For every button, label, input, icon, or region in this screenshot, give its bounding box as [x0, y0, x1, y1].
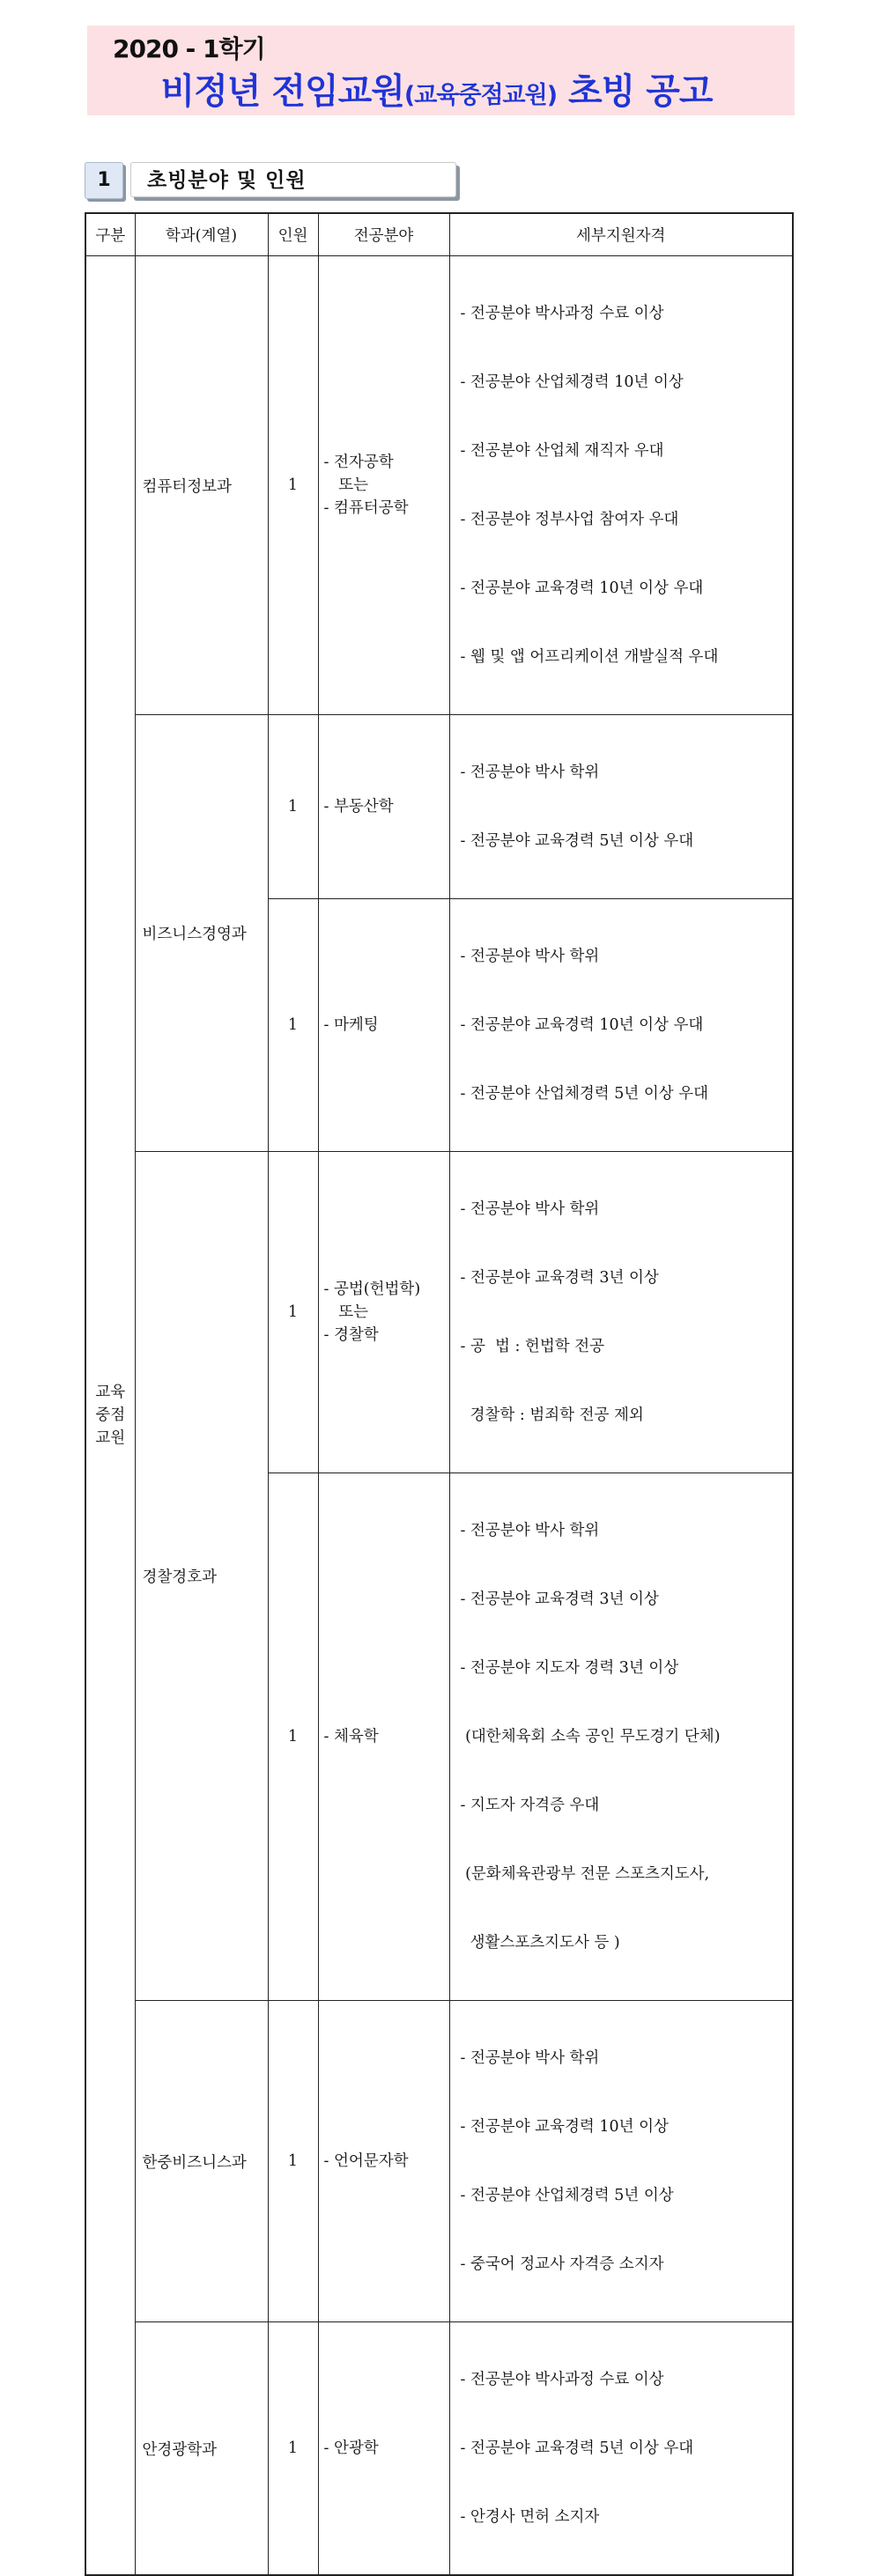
section-title: 초빙분야 및 인원: [130, 162, 456, 197]
table-header-row: [85, 213, 793, 256]
dept-cell: 비즈니스경영과: [135, 715, 268, 1152]
count-cell: 1: [268, 256, 318, 715]
header-dept: 학과(계열): [135, 213, 268, 256]
count-cell: 1: [268, 1152, 318, 1473]
count-cell: 1: [268, 899, 318, 1152]
field-cell: - 전자공학 또는 - 컴퓨터공학: [318, 256, 449, 715]
title-paren: (교육중점교원): [403, 82, 558, 109]
header-count: 인원: [268, 213, 318, 256]
dept-cell: 한중비즈니스과: [135, 2001, 268, 2322]
field-cell: - 언어문자학: [318, 2001, 449, 2322]
count-cell: 1: [268, 2001, 318, 2322]
field-cell: - 체육학: [318, 1473, 449, 2001]
recruitment-table: [85, 212, 794, 2576]
details-cell: - 전공분야 박사 학위 - 전공분야 교육경력 3년 이상 - 전공분야 지도자 경력 3년 이상 (대한체육회 소속 공인 무도경기 단체) - 지도자 자격증 우대 (문화체육관광부 전문 스포츠지도사, 생활스포츠지도사 등 ): [449, 1473, 793, 2001]
category-cell: 교육 중점 교원: [85, 256, 135, 2576]
dept-cell: 컴퓨터정보과: [135, 256, 268, 715]
count-cell: 1: [268, 715, 318, 899]
table-row: [85, 715, 793, 899]
details-cell: - 전공분야 박사 학위 - 전공분야 교육경력 5년 이상 우대: [449, 715, 793, 899]
title-end: 초빙 공고: [568, 71, 713, 112]
details-cell: - 전공분야 박사과정 수료 이상 - 전공분야 산업체경력 10년 이상 - 전공분야 산업체 재직자 우대 - 전공분야 정부사업 참여자 우대 - 전공분야 교육경력 10년 이상 우대 - 웹 및 앱 어프리케이션 개발실적 우대: [449, 256, 793, 715]
semester-label: 2020 - 1학기: [113, 34, 265, 63]
section-number: 1: [85, 162, 123, 199]
page-title: [0, 63, 873, 114]
field-cell: - 안광학: [318, 2322, 449, 2576]
header-field: 전공분야: [318, 213, 449, 256]
field-cell: - 공법(헌법학) 또는 - 경찰학: [318, 1152, 449, 1473]
table-row: [85, 1152, 793, 1473]
dept-cell: 안경광학과: [135, 2322, 268, 2576]
header-details: 세부지원자격: [449, 213, 793, 256]
table-row: [85, 256, 793, 715]
table-row: [85, 2322, 793, 2576]
details-cell: - 전공분야 박사 학위 - 전공분야 교육경력 10년 이상 우대 - 전공분야 산업체경력 5년 이상 우대: [449, 899, 793, 1152]
dept-cell: 경찰경호과: [135, 1152, 268, 2001]
details-cell: - 전공분야 박사과정 수료 이상 - 전공분야 교육경력 5년 이상 우대 - 안경사 면허 소지자: [449, 2322, 793, 2576]
count-cell: 1: [268, 1473, 318, 2001]
details-cell: - 전공분야 박사 학위 - 전공분야 교육경력 3년 이상 - 공 법 : 헌법학 전공 경찰학 : 범죄학 전공 제외: [449, 1152, 793, 1473]
field-cell: - 부동산학: [318, 715, 449, 899]
count-cell: 1: [268, 2322, 318, 2576]
table-row: [85, 2001, 793, 2322]
header-category: 구분: [85, 213, 135, 256]
details-cell: - 전공분야 박사 학위 - 전공분야 교육경력 10년 이상 - 전공분야 산업체경력 5년 이상 - 중국어 정교사 자격증 소지자: [449, 2001, 793, 2322]
title-main: 비정년 전임교원: [160, 71, 404, 112]
field-cell: - 마케팅: [318, 899, 449, 1152]
